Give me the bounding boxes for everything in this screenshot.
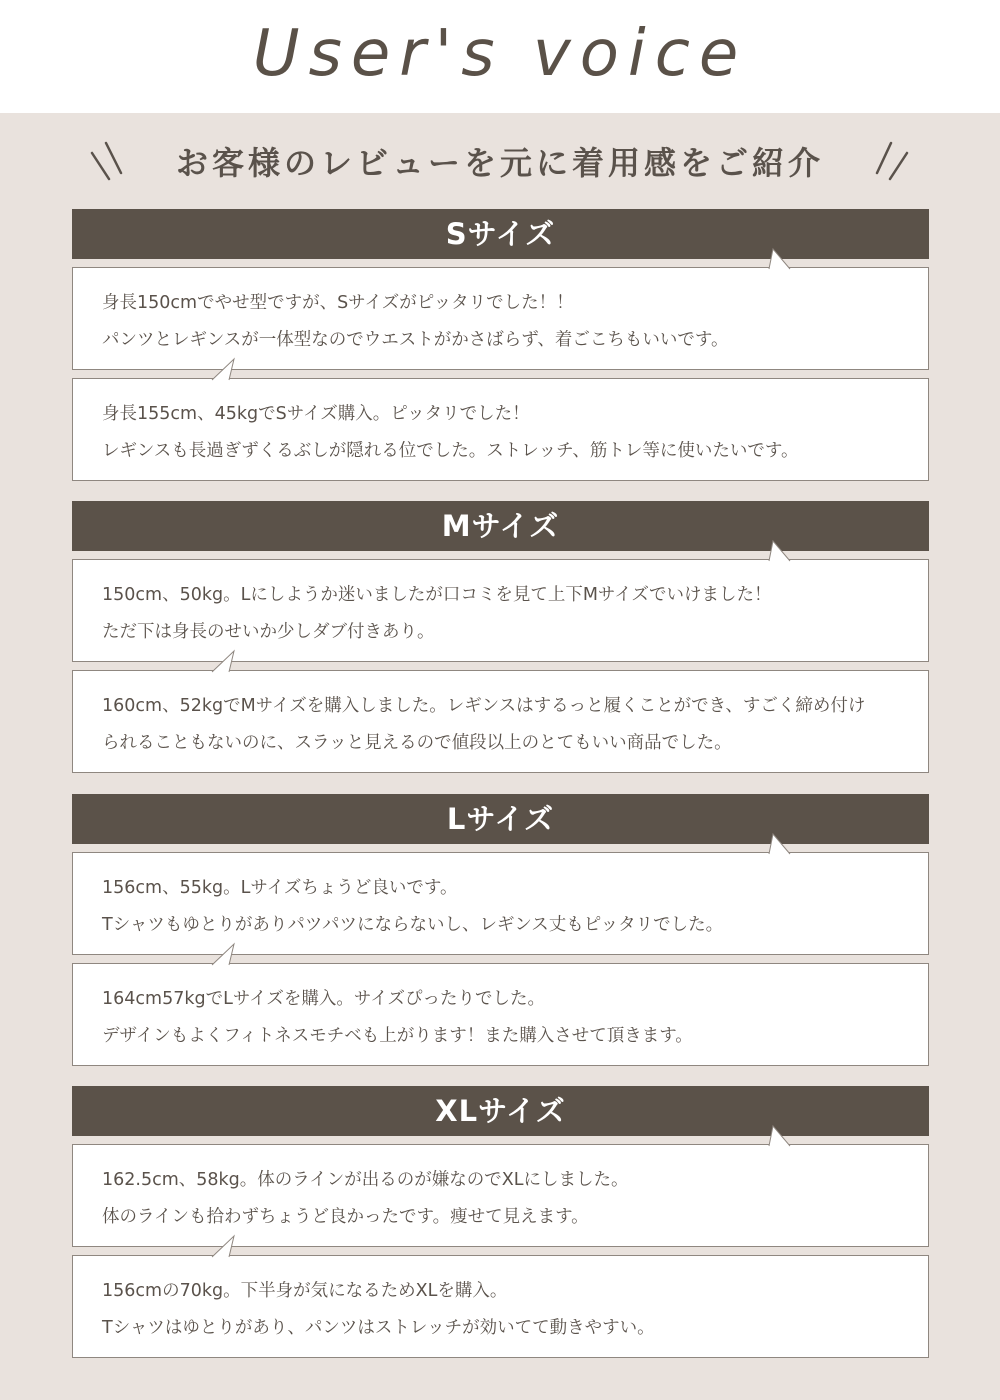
section-header-m — [72, 501, 929, 551]
review-card — [72, 267, 929, 370]
section-header-xl — [72, 1086, 929, 1136]
review-line: レギンスも長過ぎずくるぶしが隠れる位でした。ストレッチ、筋トレ等に使いたいです。 — [102, 441, 799, 461]
review-card — [72, 670, 929, 773]
review-line: 身長150cmでやせ型ですが、Sサイズがピッタリでした！！ — [102, 293, 574, 313]
review-line: ただ下は身長のせいか少しダブ付きあり。 — [102, 622, 435, 642]
subtitle-row — [0, 133, 1000, 193]
page-title: User's voice — [252, 17, 748, 91]
review-text — [102, 285, 912, 359]
speech-bubble-tail — [769, 834, 793, 855]
section-header-s — [72, 209, 929, 259]
section-title: XLサイズ — [435, 1094, 566, 1128]
section-title: Lサイズ — [446, 802, 555, 836]
review-card — [72, 378, 929, 481]
speech-bubble-tail — [212, 944, 236, 966]
review-card — [72, 963, 929, 1066]
review-text — [102, 396, 912, 470]
review-line: 身長155cm、45kgでSサイズ購入。ピッタリでした！ — [102, 404, 530, 424]
review-line: 160cm、52kgでMサイズを購入しました。レギンスはするっと履くことができ、すごく締め付け — [102, 696, 866, 716]
review-line: 156cm、55kg。Lサイズちょうど良いです。 — [102, 878, 458, 898]
speech-bubble-tail — [212, 359, 236, 381]
section-title: Sサイズ — [445, 217, 556, 251]
review-text — [102, 1162, 912, 1236]
right-slash-decoration — [872, 133, 912, 193]
review-text — [102, 870, 912, 944]
review-line: 体のラインも拾わずちょうど良かったです。痩せて見えます。 — [102, 1207, 589, 1227]
review-text — [102, 981, 912, 1055]
page-header — [0, 0, 1000, 113]
review-line: Tシャツはゆとりがあり、パンツはストレッチが効いてて動きやすい。 — [102, 1318, 655, 1338]
review-text — [102, 577, 912, 651]
review-card — [72, 1144, 929, 1247]
speech-bubble-tail — [769, 1126, 793, 1147]
review-line: パンツとレギンスが一体型なのでウエストがかさばらず、着ごこちもいいです。 — [102, 330, 729, 350]
speech-bubble-tail — [212, 1236, 236, 1258]
review-text — [102, 1273, 912, 1347]
subtitle: お客様のレビューを元に着用感をご紹介 — [175, 144, 824, 182]
section-title: Mサイズ — [441, 509, 560, 543]
review-line: 156cmの70kg。下半身が気になるためXLを購入。 — [102, 1281, 508, 1301]
review-card — [72, 1255, 929, 1358]
review-text — [102, 688, 912, 762]
speech-bubble-tail — [769, 541, 793, 562]
section-header-l — [72, 794, 929, 844]
review-line: デザインもよくフィトネスモチベも上がります！また購入させて頂きます。 — [102, 1026, 693, 1046]
review-card — [72, 852, 929, 955]
review-card — [72, 559, 929, 662]
review-line: 150cm、50kg。Lにしようか迷いましたが口コミを見て上下Mサイズでいけました！ — [102, 585, 772, 605]
review-line: 162.5cm、58kg。体のラインが出るのが嫌なのでXLにしました。 — [102, 1170, 629, 1190]
speech-bubble-tail — [212, 651, 236, 673]
review-line: られることもないのに、スラッと見えるので値段以上のとてもいい商品でした。 — [102, 733, 732, 753]
review-line: Tシャツもゆとりがありパツパツにならないし、レギンス丈もピッタリでした。 — [102, 915, 724, 935]
review-line: 164cm57kgでLサイズを購入。サイズぴったりでした。 — [102, 989, 546, 1009]
speech-bubble-tail — [769, 249, 793, 270]
